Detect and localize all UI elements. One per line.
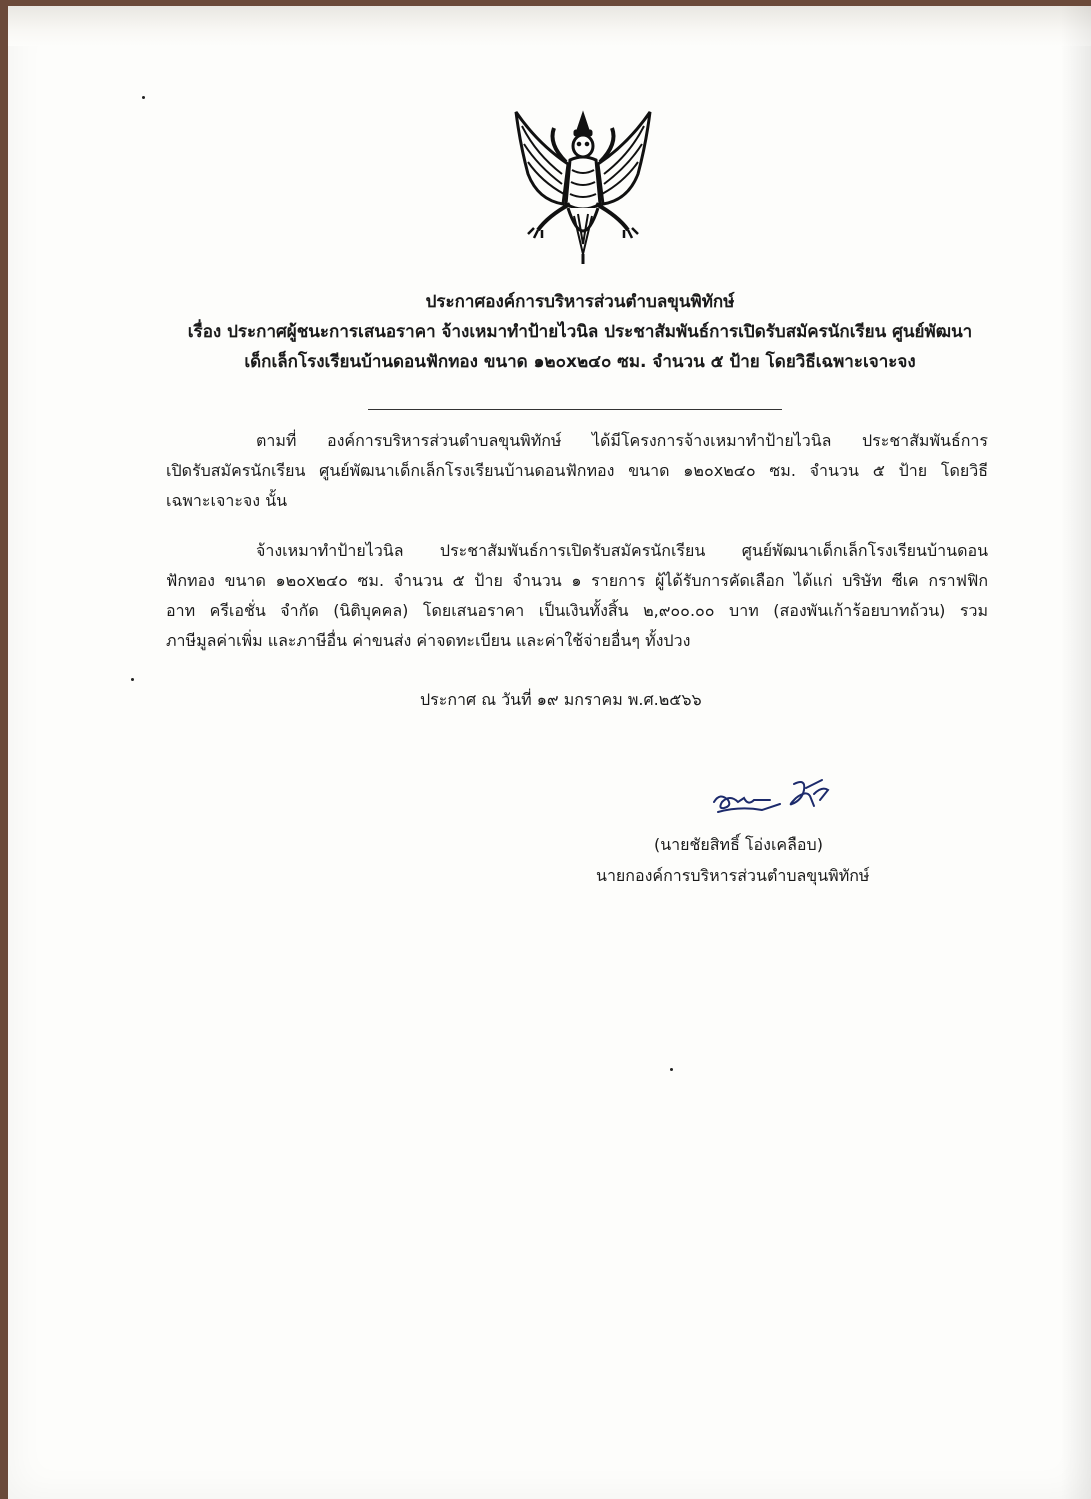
page-edge-shadow <box>1061 6 1091 1499</box>
paragraph-1-line-2: เปิดรับสมัครนักเรียน ศูนย์พัฒนาเด็กเล็กโรงเรียนบ้านดอนฟักทอง ขนาด ๑๒๐x๒๔๐ ซม. จำนวน ๕ ป้าย โดยวิธี <box>166 461 988 480</box>
paper-speck <box>670 1068 673 1071</box>
signatory-name: (นายชัยสิทธิ์ โอ่งเคลือบ) <box>654 835 823 854</box>
paragraph-2-line-3: อาท ครีเอชั่น จำกัด (นิติบุคคล) โดยเสนอราคา เป็นเงินทั้งสิ้น ๒,๙๐๐.๐๐ บาท (สองพันเก้าร้อยบาทถ้วน) รวม <box>166 601 988 620</box>
subject-line-2: เด็กเล็กโรงเรียนบ้านดอนฟักทอง ขนาด ๑๒๐x๒๔๐ ซม. จำนวน ๕ ป้าย โดยวิธีเฉพาะเจาะจง <box>244 352 916 372</box>
garuda-emblem-icon <box>508 104 658 266</box>
paper-speck <box>131 678 134 681</box>
handwritten-signature-icon <box>710 776 835 822</box>
paragraph-2-line-1: จ้างเหมาทำป้ายไวนิล ประชาสัมพันธ์การเปิดรับสมัครนักเรียน ศูนย์พัฒนาเด็กเล็กโรงเรียนบ้านดอน <box>256 541 988 560</box>
subject-line-1: เรื่อง ประกาศผู้ชนะการเสนอราคา จ้างเหมาทำป้ายไวนิล ประชาสัมพันธ์การเปิดรับสมัครนักเรียน ศูนย์พัฒนา <box>187 322 973 342</box>
heading-divider <box>368 409 782 410</box>
paragraph-2-line-4: ภาษีมูลค่าเพิ่ม และภาษีอื่น ค่าขนส่ง ค่าจดทะเบียน และค่าใช้จ่ายอื่นๆ ทั้งปวง <box>166 631 691 650</box>
page-crease <box>8 6 1091 46</box>
paragraph-1-line-3: เฉพาะเจาะจง นั้น <box>166 491 288 510</box>
paper-speck <box>142 96 145 99</box>
paragraph-2-line-2: ฟักทอง ขนาด ๑๒๐x๒๔๐ ซม. จำนวน ๕ ป้าย จำนวน ๑ รายการ ผู้ได้รับการคัดเลือก ได้แก่ บริษัท ซีเค กราฟฟิก <box>166 571 988 590</box>
paragraph-1-line-1: ตามที่ องค์การบริหารส่วนตำบลขุนพิทักษ์ ได้มีโครงการจ้างเหมาทำป้ายไวนิล ประชาสัมพันธ์การ <box>256 431 988 450</box>
signatory-position: นายกองค์การบริหารส่วนตำบลขุนพิทักษ์ <box>596 866 870 885</box>
announcement-date: ประกาศ ณ วันที่ ๑๙ มกราคม พ.ศ.๒๕๖๖ <box>420 690 702 709</box>
announcement-title: ประกาศองค์การบริหารส่วนตำบลขุนพิทักษ์ <box>425 292 735 312</box>
